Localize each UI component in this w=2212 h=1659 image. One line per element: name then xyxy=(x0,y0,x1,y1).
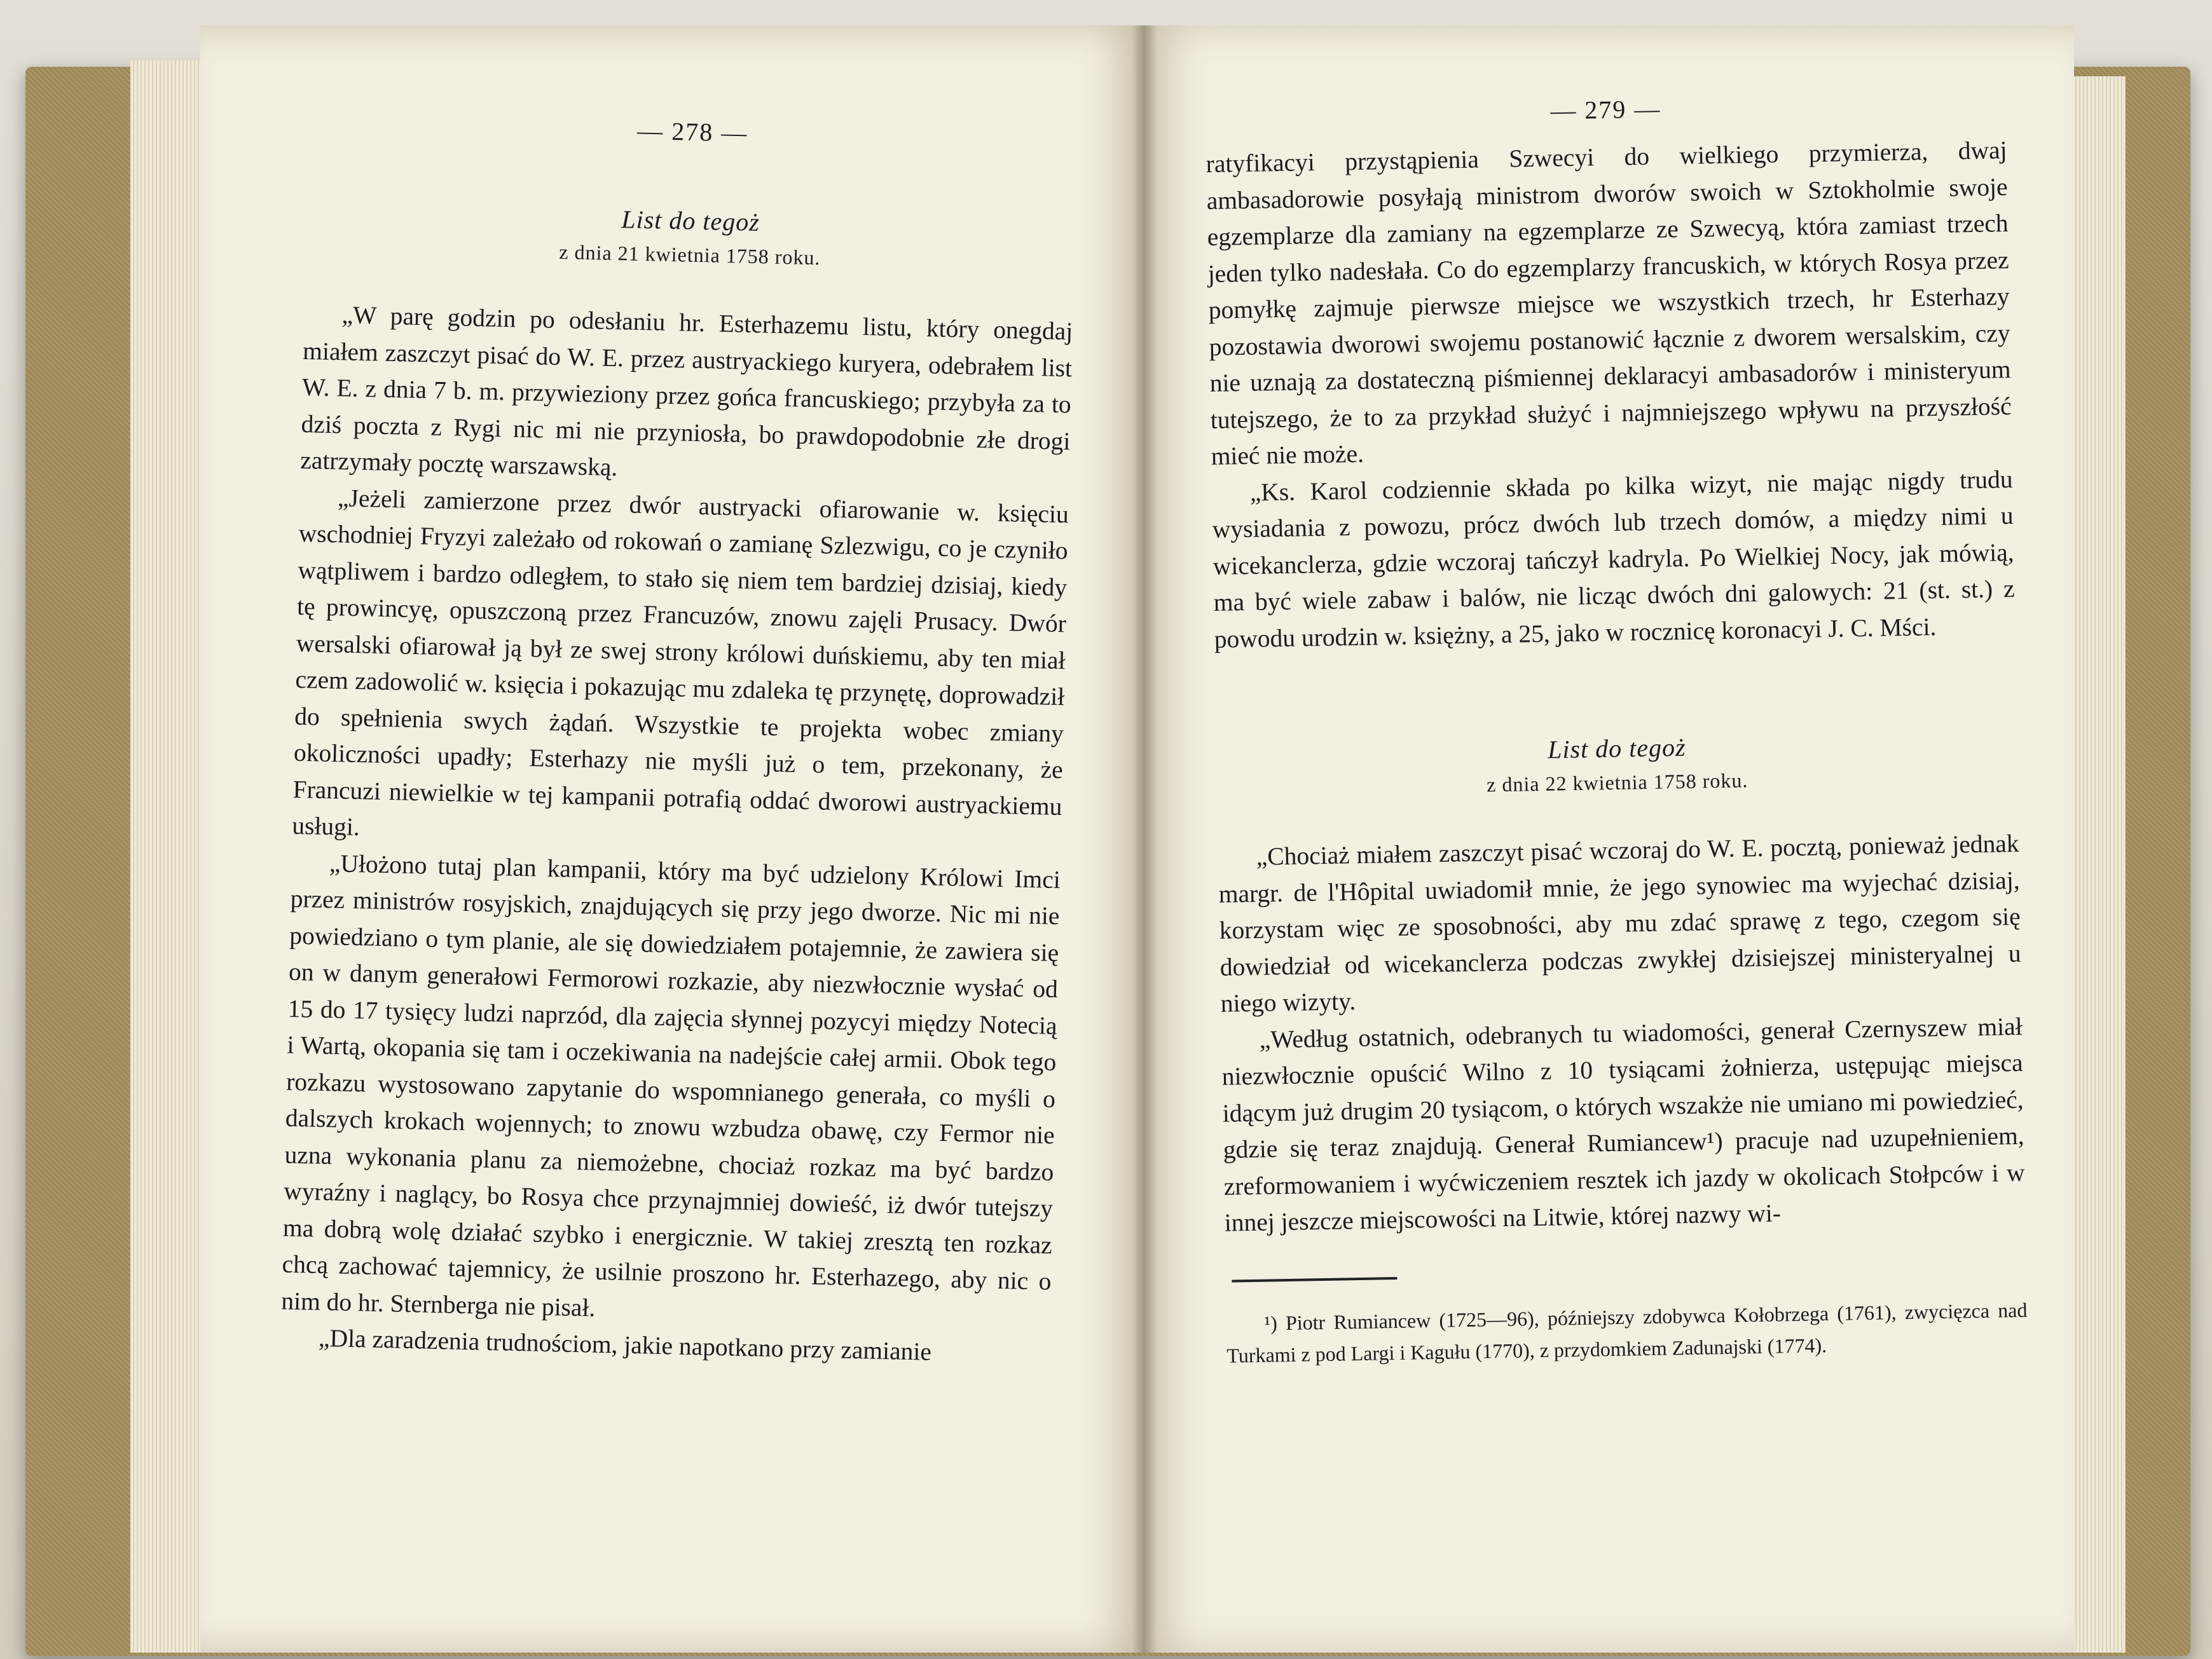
footnote-rule xyxy=(1232,1277,1397,1283)
page-edges-right xyxy=(2065,76,2126,1653)
paragraph: „Chociaż miałem zaszczyt pisać wczoraj do W. E. pocztą, ponieważ jednak margr. de l'Hôpital uwiadomił mnie, że jego synowiec ma wyjechać dzisiaj, korzystam więc ze sposobności, aby mu zdać sprawę z tego, czegom się dowiedział od wicekanclerza podczas zwykłej dzisiejszej ministeryalnej u niego wizyty. xyxy=(1218,829,2021,1018)
left-page xyxy=(200,25,1144,1653)
letter-title: List do tegoż xyxy=(621,205,760,237)
paragraph: „Według ostatnich, odebranych tu wiadomości, generał Czernyszew miał niezwłocznie opuścić Wilno z 10 tysiącami żołnierza, ustępując miejsca idącym już drugim 20 tysiącom, o których wszakże nie umiano mi powiedzieć, gdzie się teraz znajdują. Generał Rumiancew¹) pracuje nad uzupełnieniem, zreformowaniem i wyćwiczeniem resztek ich jazdy w okolicach Stołpców i w innej jeszcze miejscowości na Litwie, której nazwy wi- xyxy=(1221,1012,2025,1237)
letter-date: z dnia 21 kwietnia 1758 roku. xyxy=(558,240,821,270)
left-page-content xyxy=(280,108,1077,1373)
footnote: ¹) Piotr Rumiancew (1725—96), późniejszy zdobywca Kołobrzega (1761), zwycięzca nad Turkami z pod Largi i Kagułu (1770), z przydomkiem Zadunajski (1774). xyxy=(1226,1298,2028,1367)
right-page xyxy=(1144,25,2074,1653)
letter-title: List do tegoż xyxy=(1547,732,1686,764)
paragraph: „W parę godzin po odesłaniu hr. Esterhazemu listu, który onegdaj miałem zaszczyt pisać do W. E. przez austryackiego kuryera, odebrałem list W. E. z dnia 7 b. m. przywieziony przez gońca francuskiego; przybyła za to dziś poczta z Rygi nic mi nie przyniosła, bo prawdopodobnie złe drogi zatrzymały pocztę warszawską. xyxy=(299,301,1073,482)
paragraph: „Ułożono tutaj plan kampanii, który ma być udzielony Królowi Imci przez ministrów rosyjskich, znajdujących się przy jego dworze. Nic mi nie powiedziano o tym planie, ale się dowiedziałem potajemnie, że zawiera się on w danym generałowi Fermorowi rozkazie, aby niezwłocznie wysłać od 15 do 17 tysięcy ludzi naprzód, dla zajęcia słynnej pozycyi między Notecią i Wartą, okopania się tam i oczekiwania na nadejście całej armii. Obok tego rozkazu wystosowano zapytanie do wspomnianego generała, co myśli o dalszych krokach wojennych; to znowu wzbudza obawę, czy Fermor nie uzna wykonania planu za niemożebne, chociaż rozkaz ma być bardzo wyraźny i naglący, bo Rosya chce przynajmniej dowieść, iż dwór tutejszy ma dobrą wolę działać szybko i energicznie. W takiej zresztą ten rozkaz chcą zachować tajemnicy, że usilnie proszono hr. Esterhazego, aby nic o nim do hr. Sternberga nie pisał. xyxy=(280,849,1061,1322)
book-gutter xyxy=(1132,25,1157,1653)
page-number: — 279 — xyxy=(1549,94,1661,125)
page-edges-left xyxy=(130,60,207,1653)
paragraph: ratyfikacyi przystąpienia Szwecyi do wielkiego przymierza, dwaj ambasadorowie posyłają ministrom dworów swoich w Sztokholmie swoje egzemplarze dla zamiany na egzemplarze ze Szwecyą, która zamiast trzech jeden tylko nadesłała. Co do egzemplarzy francuskich, w których Rosya przez pomyłkę zajmuje pierwsze miejsce we wszystkich trzech, hr Esterhazy pozostawia dworowi swojemu postanowić łącznie z dworem wersalskim, czy nie uznają za dostateczną piśmiennej deklaracyi ambasadorów i ministeryum tutejszego, że to za przykład służyć i najmniejszego wpływu na przyszłość mieć nie może. xyxy=(1206,135,2012,470)
paragraph: „Dla zaradzenia trudnościom, jakie napotkano przy zamianie xyxy=(318,1323,932,1366)
right-page-content xyxy=(1205,88,2028,1371)
letter-date: z dnia 22 kwietnia 1758 roku. xyxy=(1486,768,1748,796)
paragraph: „Jeżeli zamierzone przez dwór austryacki ofiarowanie w. księciu wschodniej Fryzyi zależało od rokowań o zamianę Szlezwigu, co je czyniło wątpliwem i bardzo odległem, to stało się niem tem bardziej dzisiaj, kiedy tę prowincyę, opuszczoną przez Francuzów, znowu zajęli Prusacy. Dwór wersalski ofiarował ją był ze swej strony królowi duńskiemu, aby ten miał czem zadowolić w. księcia i pokazując mu zdaleka tę przynętę, doprowadził do spełnienia swych żądań. Wszystkie te projekta wobec zmiany okoliczności upadły; Esterhazy nie myśli już o tem, przekonany, że Francuzi niewielkie w tej kampanii potrafią oddać dworowi austryackiemu usługi. xyxy=(291,483,1069,842)
page-number: — 278 — xyxy=(636,116,748,147)
paragraph: „Ks. Karol codziennie składa po kilka wizyt, nie mając nigdy trudu wysiadania z powozu, prócz dwóch lub trzech domów, a między nimi u wicekanclerza, gdzie wczoraj tańczył kadryla. Po Wielkiej Nocy, jak mówią, ma być wiele zabaw i balów, nie licząc dwóch dni galowych: 21 (st. st.) z powodu urodzin w. księżny, a 25, jako w rocznicę koronacyi J. C. Mści. xyxy=(1212,465,2015,653)
